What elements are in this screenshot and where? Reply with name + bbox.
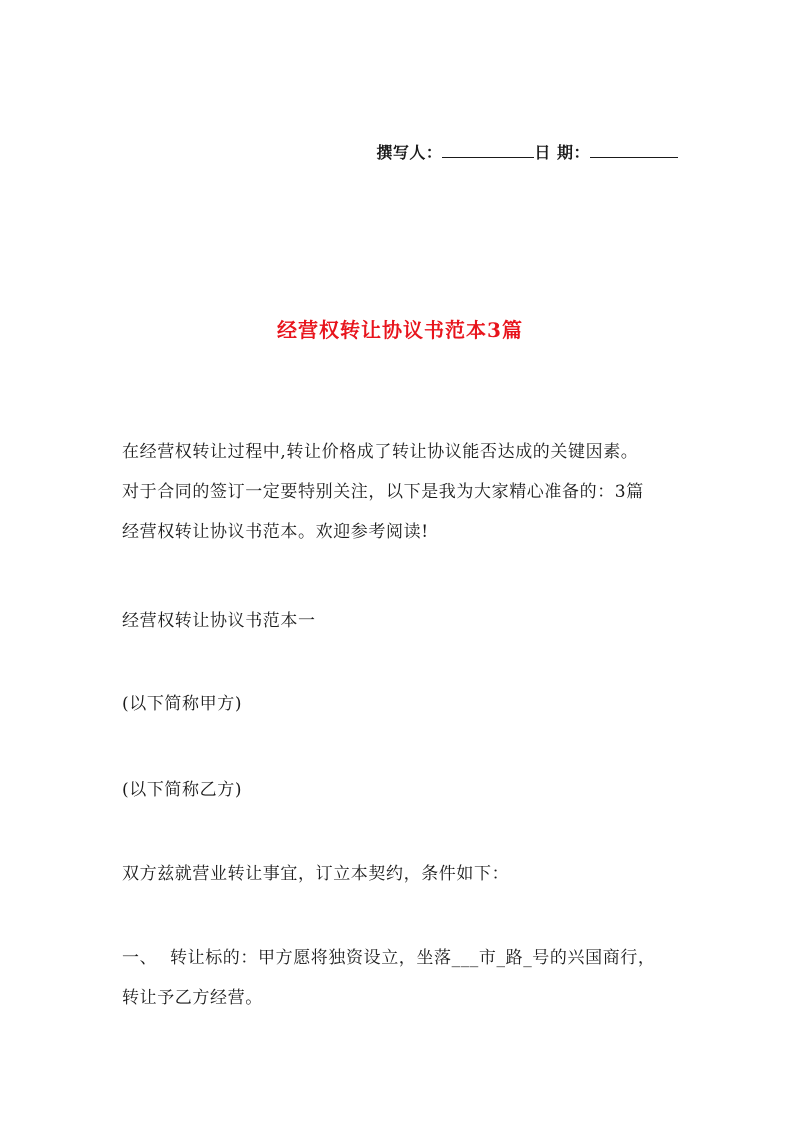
author-blank (442, 143, 534, 158)
date-blank (590, 143, 678, 158)
party-a-line: (以下简称甲方) (122, 694, 243, 714)
date-label: 日 期： (534, 143, 590, 162)
clause-1-line-1 (122, 938, 682, 978)
intro-line-3: 经营权转让协议书范本。欢迎参考阅读! (122, 522, 429, 542)
author-label: 撰写人： (376, 143, 443, 162)
intro-line-1: 在经营权转让过程中,转让价格成了转让协议能否达成的关键因素。 (122, 442, 639, 462)
clause-1-number: 一、 (122, 948, 158, 968)
author-date-line (376, 140, 680, 163)
intro-line-2: 对于合同的签订一定要特别关注，以下是我为大家精心准备的：3篇 (122, 482, 644, 502)
clause-1-text: 转让标的：甲方愿将独资设立，坐落___市_路_号的兴国商行， (170, 948, 656, 968)
clause-1 (122, 938, 682, 1018)
document-title: 经营权转让协议书范本3篇 (277, 318, 523, 342)
clause-1-line-2: 转让予乙方经营。 (122, 988, 263, 1008)
party-b-line: (以下简称乙方) (122, 780, 243, 800)
section-heading: 经营权转让协议书范本一 (122, 611, 316, 631)
agreement-statement: 双方兹就营业转让事宜，订立本契约，条件如下： (122, 864, 510, 884)
intro-paragraph (122, 432, 682, 552)
